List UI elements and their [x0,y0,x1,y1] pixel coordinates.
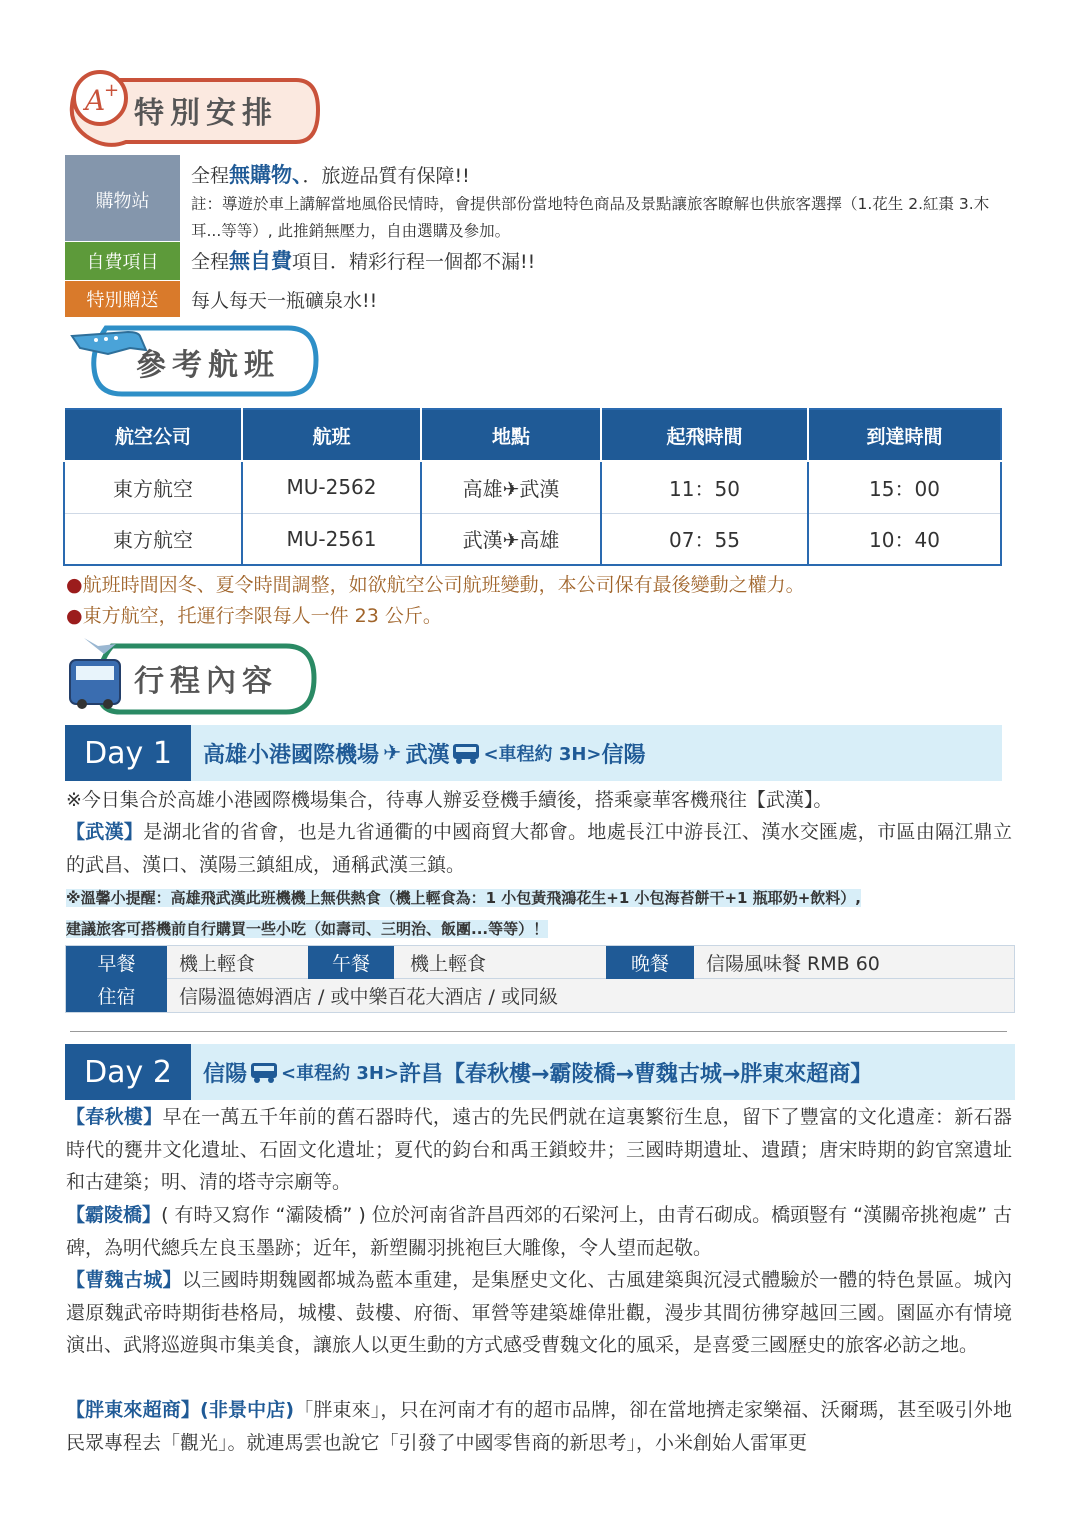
bullet-icon: ● [66,605,83,627]
day1-route: 高雄小港國際機場 ✈ 武漢 <車程約 3H> 信陽 [191,725,1002,781]
bus-icon [452,742,480,764]
day2-baling: 【霸陵橋】( 有時又寫作 “灞陵橋” ) 位於河南省許昌西郊的石梁河上，由青石砌成。橋頭豎有 “漢關帝挑袍處” 古碑，為明代總兵左良玉墨跡；近年，新塑關羽挑袍巨大雕像，令人望而起敬。 [66,1204,1012,1259]
flight-table [63,408,1002,566]
itinerary-badge [64,632,320,722]
route-cell: 武漢✈高雄 [421,513,601,565]
gift-text: 每人每天一瓶礦泉水!! [191,290,378,312]
bullet-icon: ● [66,574,83,596]
hotel-value: 信陽溫德姆酒店 / 或中樂百花大酒店 / 或同級 [179,986,558,1008]
bus-icon [250,1061,278,1083]
shopping-label: 購物站 [65,155,180,241]
day2-caowei: 【曹魏古城】以三國時期魏國都城為藍本重建，是集歷史文化、古風建築與沉浸式體驗於一體的特色景區。城內還原魏武帝時期街巷格局，城樓、鼓樓、府衙、軍營等建築雄偉壯觀，漫步其間彷彿穿越回三國。園區亦有情境演出、武將巡遊與市集美食，讓旅人以更生動的方式感受曹魏文化的風采，是喜愛三國歷史的旅客必訪之地。 [66,1269,1012,1356]
section-title-special: 特別安排 [134,96,278,131]
day-divider [70,1031,1007,1032]
gift-label: 特別贈送 [65,281,180,317]
breakfast-value: 機上輕食 [179,953,256,975]
day1-tip: ※溫馨小提醒：高雄飛武漢此班機機上無供熱食（機上輕食為：1 小包黃飛鴻花生+1 小包海苔餅干+1 瓶耶奶+飲料）, 建議旅客可搭機前自行購買一些小吃（如壽司、三明治、飯團...等等）！ [66,889,861,938]
header-flight: 航班 [242,409,421,461]
header-airline: 航空公司 [64,409,242,461]
flight-note-1: ●航班時間因冬、夏令時間調整，如欲航空公司航班變動，本公司保有最後變動之權力。 [66,574,805,596]
breakfast-label: 早餐 [66,946,167,979]
arrive-cell: 15：00 [808,461,1001,513]
airline-cell: 東方航空 [64,461,242,513]
arrive-cell: 10：40 [808,513,1001,565]
day2-header [65,1044,1015,1100]
day2-pangdonglai: 【胖東來超商】(非景中店)「胖東來」，只在河南才有的超市品牌，卻在當地擠走家樂福、沃爾瑪，甚至吸引外地民眾專程去「觀光」。就連馬雲也說它「引發了中國零售商的新思考」，小米創始人雷軍更 [66,1399,1012,1454]
flight-table-header [64,409,1001,461]
optional-row [65,242,1000,280]
flight-no-cell: MU-2562 [242,461,421,513]
table-row [64,461,1001,513]
day1-header [65,725,1002,781]
meals-row [66,946,1014,979]
day1-meals-table [65,945,1015,1013]
shopping-headline: 全程無購物、．旅遊品質有保障!! [191,163,470,187]
special-arrangement-badge [66,66,322,154]
depart-cell: 07：55 [601,513,808,565]
airplane-icon: ✈ [383,740,402,766]
table-row [64,513,1001,565]
airline-cell: 東方航空 [64,513,242,565]
dinner-value: 信陽風味餐 RMB 60 [706,953,880,975]
lunch-label: 午餐 [308,946,394,979]
hotel-row [66,979,1014,1012]
route-cell: 高雄✈武漢 [421,461,601,513]
day2-chunqiu: 【春秋樓】早在一萬五千年前的舊石器時代，遠古的先民們就在這裏繁衍生息，留下了豐富的文化遺產：新石器時代的甕井文化遺址、石固文化遺址；夏代的鈞台和禹王鎖蛟井；三國時期遺址、遺蹟；唐宋時期的鈞官窯遺址和古建築；明、清的塔寺宗廟等。 [66,1106,1012,1193]
day1-label: Day 1 [65,725,191,781]
svg-text:+: + [104,80,120,101]
header-depart: 起飛時間 [601,409,808,461]
section-title-itinerary: 行程內容 [134,664,278,699]
lunch-value: 機上輕食 [410,953,487,975]
svg-text:A: A [85,84,106,117]
flights-badge [66,318,322,404]
day2-label: Day 2 [65,1044,191,1100]
shopping-row [65,155,1000,241]
header-route: 地點 [421,409,601,461]
hotel-label: 住宿 [66,979,167,1012]
optional-text: 全程無自費項目．精彩行程一個都不漏!! [191,249,536,273]
day2-route: 信陽 <車程約 3H> 許昌【春秋樓→霸陵橋→曹魏古城→胖東來超商】 [191,1044,1015,1100]
depart-cell: 11：50 [601,461,808,513]
dinner-label: 晚餐 [606,946,694,979]
section-title-flights: 參考航班 [136,348,280,383]
shopping-note: 註：導遊於車上講解當地風俗民情時，會提供部份當地特色商品及景點讓旅客瞭解也供旅客選擇（1.花生 2.紅棗 3.木耳...等等）, 此推銷無壓力，自由選購及參加。 [191,195,990,240]
header-arrive: 到達時間 [808,409,1001,461]
flight-note-2: ●東方航空，托運行李限每人一件 23 公斤。 [66,605,442,627]
day1-wuhan: 【武漢】是湖北省的省會，也是九省通衢的中國商貿大都會。地處長江中游長江、漢水交匯處，市區由隔江鼎立的武昌、漢口、漢陽三鎮組成，通稱武漢三鎮。 [66,821,1012,876]
gift-row [65,281,1000,317]
optional-label: 自費項目 [65,242,180,280]
day1-intro: ※今日集合於高雄小港國際機場集合，待專人辦妥登機手續後，搭乘豪華客機飛往【武漢】。 [66,789,833,811]
flight-no-cell: MU-2561 [242,513,421,565]
